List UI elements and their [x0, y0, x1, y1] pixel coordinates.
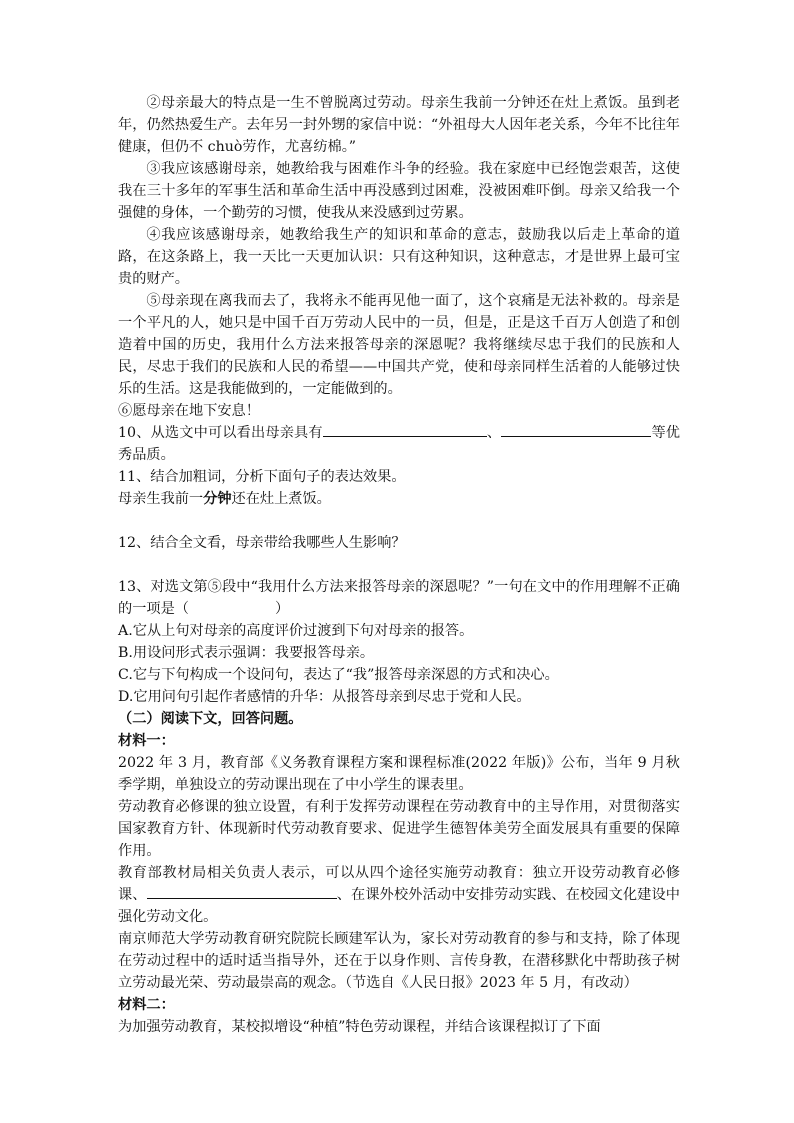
passage-paragraph-3: ③我应该感谢母亲，她教给我与困难作斗争的经验。我在家庭中已经饱尝艰苦，这使我在三十多年的军事生活和革命生活中再没感到过困难，没被困难吓倒。母亲又给我一个强健的身体，一个勤劳的习惯，使我从来没感到过劳累。	[118, 161, 680, 221]
material-1-paragraph-3-end: 、在课外校外活动中安排劳动实践、在校园文化建设中强化劳动文化。	[118, 887, 680, 925]
question-10	[118, 422, 680, 466]
question-13	[118, 576, 680, 620]
passage-paragraph-4: ④我应该感谢母亲，她教给我生产的知识和革命的意志，鼓励我以后走上革命的道路，在这条路上，我一天比一天更加认识：只有这种知识，这种意志，才是世界上最可宝贵的财产。	[118, 227, 680, 287]
option-d: D.它用问句引起作者感情的升华：从报答母亲到尽忠于党和人民。	[118, 689, 531, 705]
material-1-paragraph-3	[118, 862, 680, 928]
bold-word: 分钟	[203, 491, 232, 507]
passage-paragraph-2: ②母亲最大的特点是一生不曾脱离过劳动。母亲生我前一分钟还在灶上煮饭。虽到老年，仍然热爱生产。去年另一封外甥的家信中说：“外祖母大人因年老关系，今年不比往年健康，但仍不 chuò劳作，尤喜纺棉。”	[118, 95, 680, 155]
question-12: 12、结合全文看，母亲带给我哪些人生影响？	[118, 535, 406, 551]
material-1-paragraph-4: 南京师范大学劳动教育研究院院长顾建军认为，家长对劳动教育的参与和支持，除了体现在劳动过程中的适时适当指导外，还在于以身作则、言传身教，在潜移默化中帮助孩子树立劳动最光荣、劳动最崇高的观念。（节选自《人民日报》2023 年 5 月，有改动）	[118, 931, 680, 991]
question-11-sentence-start: 母亲生我前一	[118, 491, 204, 507]
material-1-paragraph-1: 2022 年 3 月，教育部《义务教育课程方案和课程标准(2022 年版)》公布，当年 9 月秋季学期，单独设立的劳动课出现在了中小学生的课表里。	[118, 755, 680, 793]
question-10-tail: 等优秀品质。	[118, 425, 680, 463]
answer-blank-material-1[interactable]	[147, 884, 337, 899]
document-page	[118, 92, 680, 1038]
question-11-sentence-end: 还在灶上煮饭。	[231, 491, 331, 507]
material-1-paragraph-2: 劳动教育必修课的独立设置，有利于发挥劳动课程在劳动教育中的主导作用，对贯彻落实国家教育方针、体现新时代劳动教育要求、促进学生德智体美劳全面发展具有重要的保障作用。	[118, 799, 680, 859]
question-10-text: 10、从选文中可以看出母亲具有	[118, 425, 323, 441]
question-13-close: ）	[274, 601, 290, 617]
question-11-sentence	[118, 488, 680, 510]
section-2-heading: （二）阅读下文，回答问题。	[118, 711, 303, 727]
answer-space-11	[118, 510, 680, 532]
passage-paragraph-5: ⑤母亲现在离我而去了，我将永不能再见他一面了，这个哀痛是无法补救的。母亲是一个平凡的人，她只是中国千百万劳动人民中的一员，但是，正是这千百万人创造了和创造着中国的历史，我用什么方法来报答母亲的深恩呢？我将继续尽忠于我们的民族和人民，尽忠于我们的民族和人民的希望——中国共产党，使和母亲同样生活着的人能够过快乐的生活。这是我能做到的，一定能做到的。	[118, 293, 680, 397]
passage-paragraph-6: ⑥愿母亲在地下安息！	[118, 403, 260, 419]
material-2-title: 材料二：	[118, 997, 175, 1013]
answer-space-12	[118, 554, 680, 576]
material-2-paragraph-1: 为加强劳动教育，某校拟增设“种植”特色劳动课程，并结合该课程拟订了下面	[118, 1019, 601, 1035]
answer-blank-10b[interactable]	[501, 422, 651, 437]
material-1-paragraph-3-start: 教育部教材局相关负责人表示，可以从四个途径实施劳动教育：独立开设劳动教育必修课、	[118, 865, 680, 903]
question-11: 11、结合加粗词，分析下面句子的表达效果。	[118, 469, 406, 485]
answer-blank-10a[interactable]	[323, 422, 487, 437]
question-13-text: 13、对选文第⑤段中“我用什么方法来报答母亲的深恩呢？”一句在文中的作用理解不正确的一项是（	[118, 579, 680, 617]
option-a: A.它从上句对母亲的高度评价过渡到下句对母亲的报答。	[118, 623, 474, 639]
question-10-separator: 、	[486, 425, 502, 441]
material-1-title: 材料一：	[118, 733, 175, 749]
option-c: C.它与下句构成一个设问句，表达了“我”报答母亲深恩的方式和决心。	[118, 667, 559, 683]
option-b: B.用设问形式表示强调：我要报答母亲。	[118, 645, 375, 661]
